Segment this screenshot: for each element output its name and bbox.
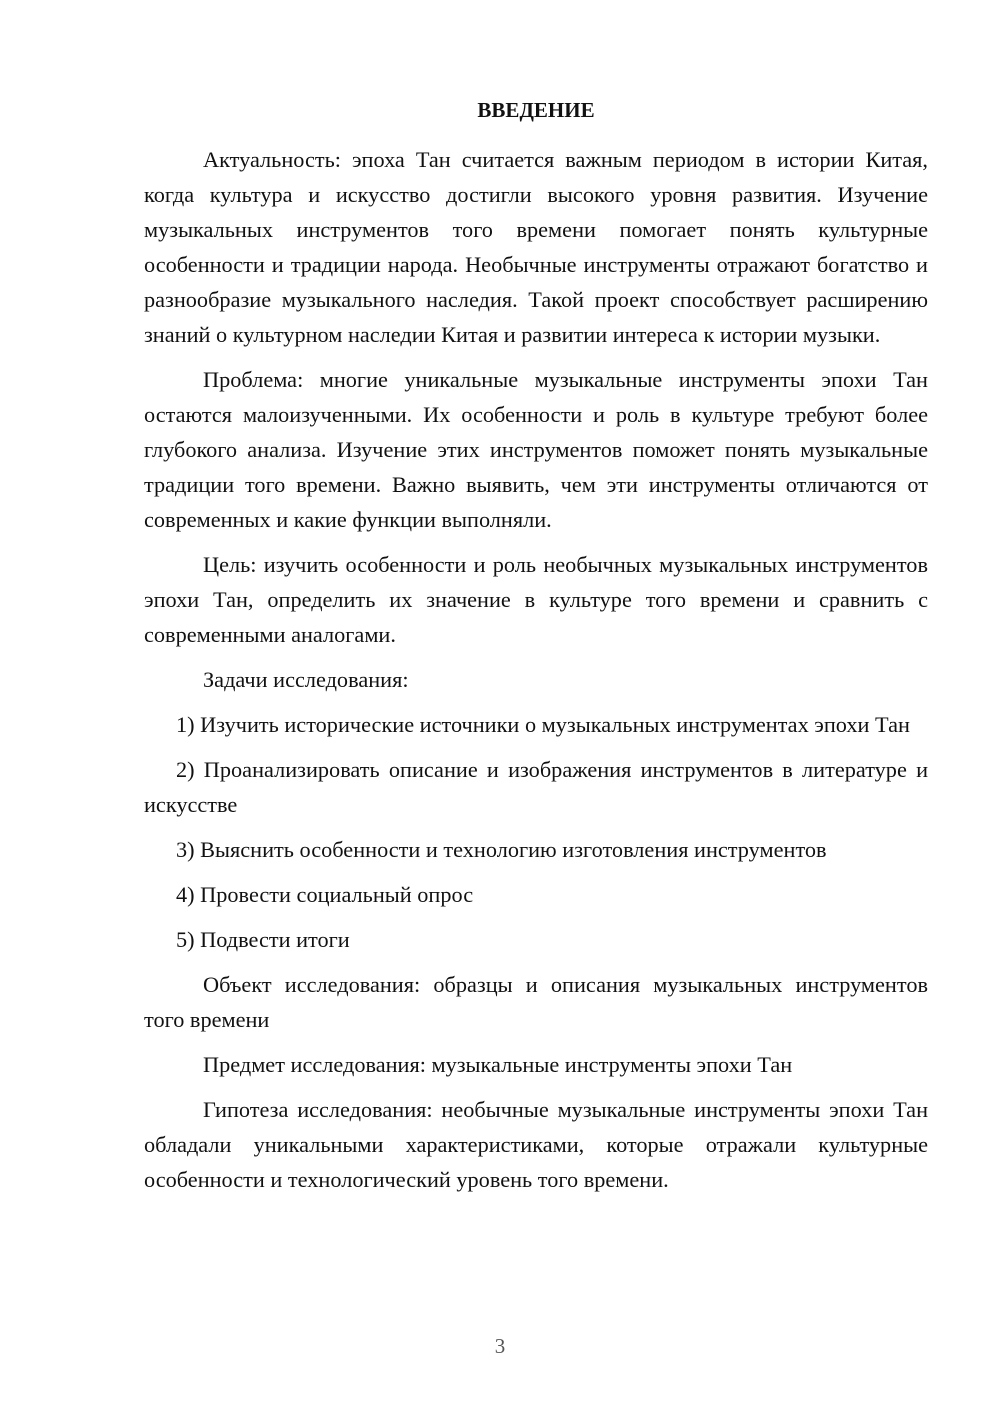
tasks-heading: Задачи исследования: — [203, 667, 409, 692]
hypothesis-paragraph: Гипотеза исследования: необычные музыкальные инструменты эпохи Тан обладали уникальными характеристиками, которые отражали культурные особенности и технологический уровень того времени. — [144, 1097, 928, 1192]
document-page — [144, 95, 928, 1207]
task-item-3: 3) Выяснить особенности и технологию изготовления инструментов — [176, 837, 827, 862]
subject-paragraph: Предмет исследования: музыкальные инструменты эпохи Тан — [203, 1052, 793, 1077]
task-item-5: 5) Подвести итоги — [176, 927, 350, 952]
task-item-4: 4) Провести социальный опрос — [176, 882, 474, 907]
object-paragraph: Объект исследования: образцы и описания музыкальных инструментов того времени — [144, 972, 928, 1032]
document-title: ВВЕДЕНИЕ — [477, 98, 595, 122]
problem-paragraph: Проблема: многие уникальные музыкальные инструменты эпохи Тан остаются малоизученными. Их особенности и роль в культуре требуют более глубокого анализа. Изучение этих инструментов поможет понять музыкальные традиции того времени. Важно выявить, чем эти инструменты отличаются от современных и какие функции выполняли. — [144, 367, 928, 532]
task-item-2: 2) Проанализировать описание и изображения инструментов в литературе и искусстве — [144, 757, 928, 817]
task-item-1: 1) Изучить исторические источники о музыкальных инструментах эпохи Тан — [176, 712, 910, 737]
goal-paragraph: Цель: изучить особенности и роль необычных музыкальных инструментов эпохи Тан, определить их значение в культуре того времени и сравнить с современными аналогами. — [144, 552, 928, 647]
relevance-paragraph: Актуальность: эпоха Тан считается важным периодом в истории Китая, когда культура и искусство достигли высокого уровня развития. Изучение музыкальных инструментов того времени помогает понять культурные особенности и традиции народа. Необычные инструменты отражают богатство и разнообразие музыкального наследия. Такой проект способствует расширению знаний о культурном наследии Китая и развитии интереса к истории музыки. — [144, 147, 928, 347]
page-number: 3 — [494, 1334, 506, 1358]
